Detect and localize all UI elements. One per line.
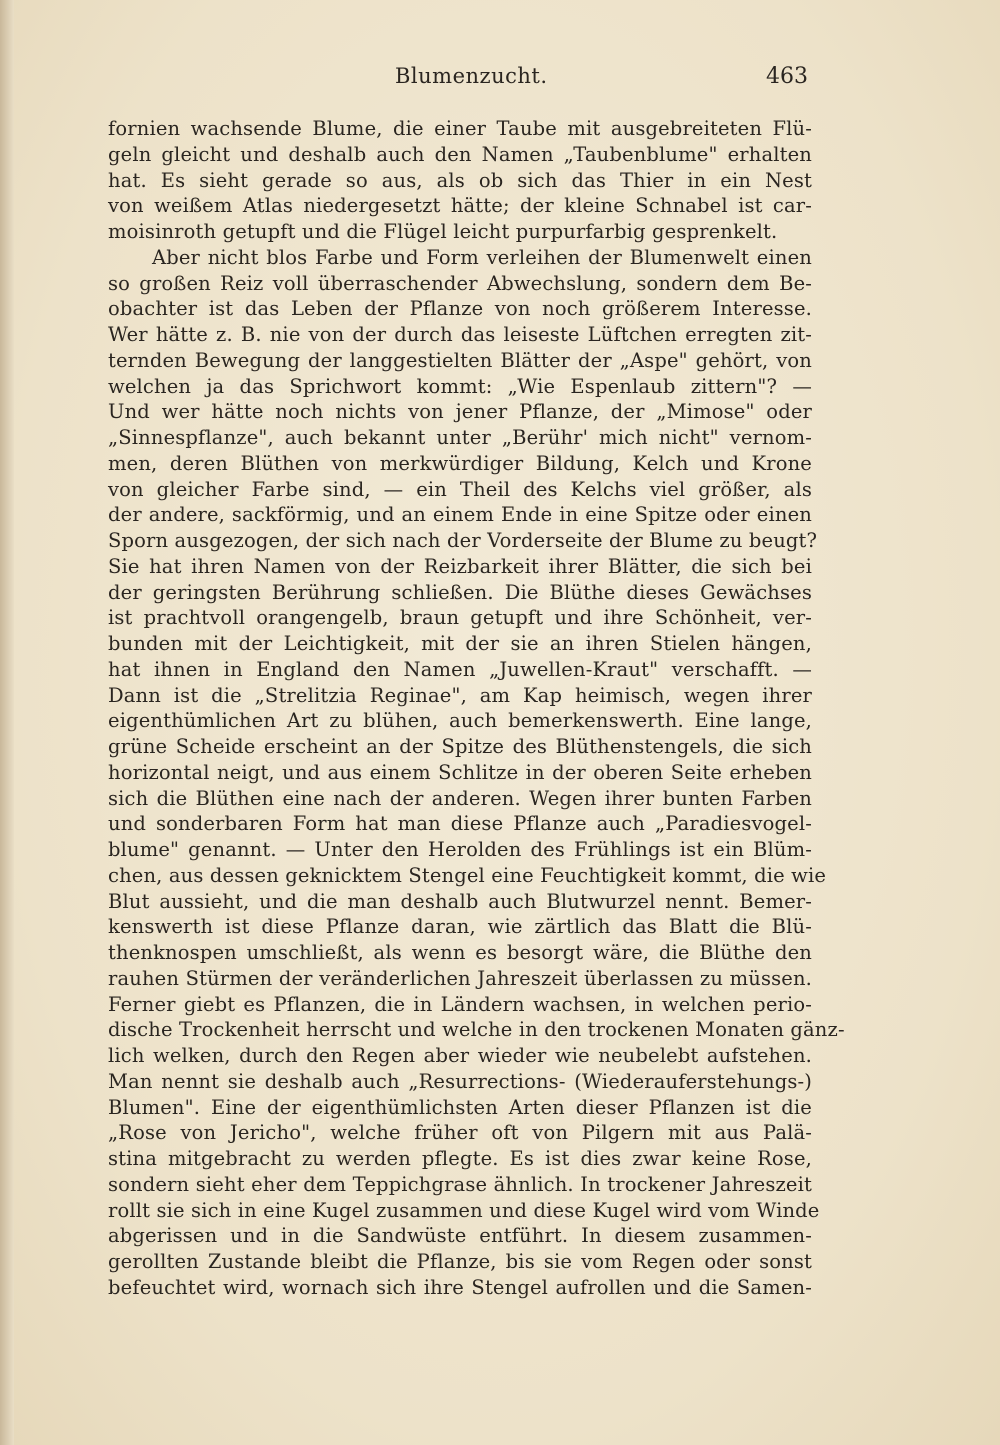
text-line: ist prachtvoll orangengelb, braun getupft und ihre Schönheit, ver- [108, 606, 812, 630]
text-line: der andere, sackförmig, und an einem Ende in eine Spitze oder einen [108, 503, 812, 527]
page-number: 463 [766, 64, 808, 89]
text-line: und sonderbaren Form hat man diese Pflanze auch „Paradiesvogel- [108, 812, 812, 836]
text-line: moisinroth getupft und die Flügel leicht purpurfarbig gesprenkelt. [108, 220, 778, 243]
text-line: so großen Reiz voll überraschender Abwechslung, sondern dem Be- [108, 271, 812, 295]
text-line: hat. Es sieht gerade so aus, als ob sich das Thier in ein Nest [108, 168, 812, 192]
text-line: geln gleicht und deshalb auch den Namen „Taubenblume" erhalten [108, 142, 812, 166]
text-line: blume" genannt. — Unter den Herolden des Frühlings ist ein Blüm- [108, 838, 812, 861]
text-line: thenknospen umschließt, als wenn es besorgt wäre, die Blüthe den [108, 941, 812, 964]
text-line: Sie hat ihren Namen von der Reizbarkeit ihrer Blätter, die sich bei [108, 554, 812, 578]
text-line: lich welken, durch den Regen aber wieder wie neubelebt aufstehen. [108, 1044, 812, 1067]
text-line: der geringsten Berührung schließen. Die Blüthe dieses Gewächses [108, 580, 812, 604]
text-line: dische Trockenheit herrscht und welche in den trockenen Monaten gänz- [108, 1018, 845, 1042]
text-line: Und wer hätte noch nichts von jener Pflanze, der „Mimose" oder [108, 400, 812, 424]
text-line: von weißem Atlas niedergesetzt hätte; der kleine Schnabel ist car- [108, 194, 812, 218]
text-line: abgerissen und in die Sandwüste entführt. In diesem zusammen- [108, 1224, 812, 1248]
page-edge-shadow [0, 0, 14, 1445]
text-line: befeuchtet wird, wornach sich ihre Stengel aufrollen und die Samen- [108, 1275, 812, 1299]
text-line: stina mitgebracht zu werden pflegte. Es ist dies zwar keine Rose, [108, 1147, 812, 1170]
text-line: hat ihnen in England den Namen „Juwellen-Kraut" verschafft. — [108, 657, 812, 681]
text-line: sich die Blüthen eine nach der anderen. Wegen ihrer bunten Farben [108, 786, 812, 810]
text-line: welchen ja das Sprichwort kommt: „Wie Espenlaub zittern"? — [108, 374, 812, 398]
text-line: ternden Bewegung der langgestielten Blätter der „Aspe" gehört, von [108, 348, 812, 372]
text-line: chen, aus dessen geknicktem Stengel eine Feuchtigkeit kommt, die wie [108, 863, 827, 887]
text-line: Sporn ausgezogen, der sich nach der Vorderseite der Blume zu beugt? [108, 529, 818, 552]
text-line: Ferner giebt es Pflanzen, die in Ländern wachsen, in welchen perio- [108, 992, 812, 1016]
text-line: horizontal neigt, und aus einem Schlitze in der oberen Seite erheben [108, 760, 812, 784]
text-line: Blut aussieht, und die man deshalb auch Blutwurzel nennt. Bemer- [108, 889, 812, 913]
text-line: von gleicher Farbe sind, — ein Theil des Kelchs viel größer, als [108, 477, 812, 501]
body-text [108, 116, 845, 1301]
text-line: Man nennt sie deshalb auch „Resurrections- (Wiederauferstehungs-) [108, 1069, 812, 1093]
text-line: rollt sie sich in eine Kugel zusammen und diese Kugel wird vom Winde [108, 1198, 820, 1222]
text-line: Blumen". Eine der eigenthümlichsten Arten dieser Pflanzen ist die [108, 1095, 812, 1119]
text-line: grüne Scheide erscheint an der Spitze des Blüthenstengels, die sich [108, 735, 812, 758]
text-line: gerollten Zustande bleibt die Pflanze, bis sie vom Regen oder sonst [108, 1250, 812, 1273]
text-line: Dann ist die „Strelitzia Reginae", am Kap heimisch, wegen ihrer [108, 683, 812, 707]
text-line: bunden mit der Leichtigkeit, mit der sie an ihren Stielen hängen, [108, 632, 812, 655]
text-line: rauhen Stürmen der veränderlichen Jahreszeit überlassen zu müssen. [108, 966, 812, 990]
text-line: „Rose von Jericho", welche früher oft von Pilgern mit aus Palä- [108, 1121, 812, 1145]
text-line: obachter ist das Leben der Pflanze von noch größerem Interesse. [108, 297, 812, 321]
text-line: „Sinnespflanze", auch bekannt unter „Berühr' mich nicht" vernom- [108, 426, 812, 449]
text-line: eigenthümlichen Art zu blühen, auch bemerkenswerth. Eine lange, [108, 709, 812, 733]
text-line: Aber nicht blos Farbe und Form verleihen der Blumenwelt einen [152, 245, 812, 269]
text-line: Wer hätte z. B. nie von der durch das leiseste Lüftchen erregten zit- [108, 323, 812, 346]
text-line: sondern sieht eher dem Teppichgrase ähnlich. In trockener Jahreszeit [108, 1172, 812, 1196]
running-head: Blumenzucht. [395, 64, 548, 88]
text-line: kenswerth ist diese Pflanze daran, wie zärtlich das Blatt die Blü- [108, 915, 812, 939]
text-line: fornien wachsende Blume, die einer Taube mit ausgebreiteten Flü- [108, 117, 812, 140]
text-line: men, deren Blüthen von merkwürdiger Bildung, Kelch und Krone [108, 451, 812, 475]
